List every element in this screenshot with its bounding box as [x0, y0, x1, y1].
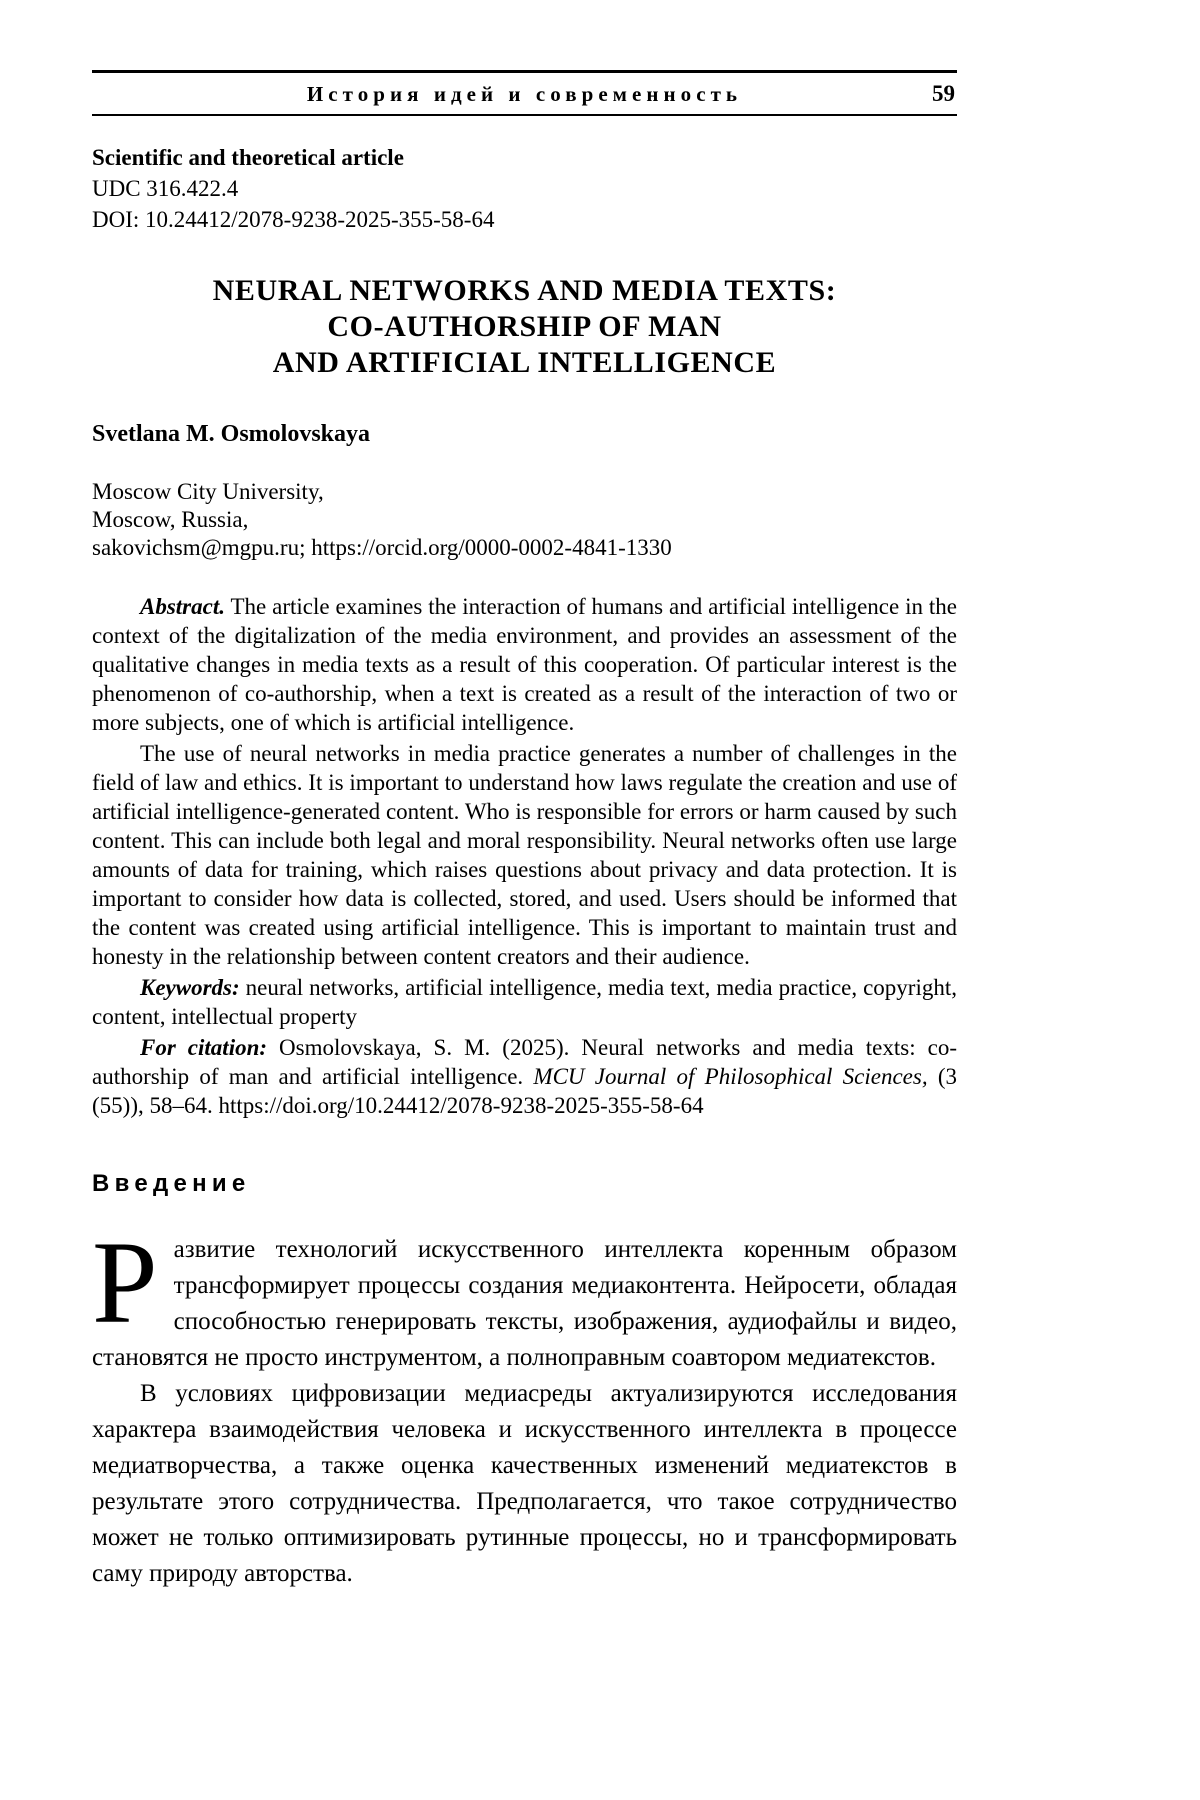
running-header-row — [92, 73, 957, 114]
header-rule-bottom — [92, 114, 957, 116]
abstract-paragraph-1 — [92, 592, 957, 737]
article-title — [92, 273, 957, 381]
article-title-line-1: NEURAL NETWORKS AND MEDIA TEXTS: — [212, 274, 837, 307]
intro-paragraph-1 — [92, 1217, 957, 1376]
citation-journal-name: MCU Journal of Philosophical Sciences, — [533, 1064, 928, 1089]
keywords-text: neural networks, artificial intelligence, media text, media practice, copyright, content, intellectual property — [92, 975, 957, 1029]
affiliation-city: Moscow, Russia, — [92, 507, 249, 532]
affiliation-university: Moscow City University, — [92, 479, 324, 504]
abstract-text-1: The article examines the interaction of humans and artificial intelligence in the context of the digitalization of the media environment, and provides an assessment of the qualitative changes in media texts as a result of this cooperation. Of particular interest is the phenomenon of co-authorship, when a text is created as a result of the interaction of two or more subjects, one of which is artificial intelligence. — [92, 594, 957, 735]
drop-cap: Р — [92, 1217, 158, 1348]
article-meta — [92, 142, 957, 235]
page-number: 59 — [932, 81, 955, 106]
running-head-title: История идей и современность — [306, 82, 743, 106]
citation-text-before-journal: Osmolovskaya, S. M. (2025). Neural networks and media texts: co-authorship of man and artificial intelligence. — [92, 1035, 957, 1089]
affiliation-block — [92, 478, 957, 562]
intro-paragraph-1-text: азвитие технологий искусственного интеллекта коренным образом трансформирует процессы создания медиаконтента. Нейросети, обладая способностью генерировать тексты, изображения, аудиофайлы и видео, становятся не просто инструментом, а полноправным соавтором медиатекстов. — [92, 1236, 957, 1371]
article-title-line-2: CO-AUTHORSHIP OF MAN — [327, 310, 722, 343]
article-title-line-3: AND ARTIFICIAL INTELLIGENCE — [272, 346, 777, 379]
abstract-paragraph-2: The use of neural networks in media practice generates a number of challenges in the field of law and ethics. It is important to understand how laws regulate the creation and use of artificial intelligence-generated content. Who is responsible for errors or harm caused by such content. This can include both legal and moral responsibility. Neural networks often use large amounts of data for training, which raises questions about privacy and data protection. It is important to consider how data is collected, stored, and used. Users should be informed that the content was created using artificial intelligence. This is important to maintain trust and honesty in the relationship between content creators and their audience. — [92, 741, 957, 969]
doi-line: DOI: 10.24412/2078-9238-2025-355-58-64 — [92, 207, 495, 232]
abstract-section — [92, 592, 957, 1120]
intro-paragraph-2: В условиях цифровизации медиасреды актуализируются исследования характера взаимодействия человека и искусственного интеллекта в процессе медиатворчества, а также оценка качественных изменений медиатекстов в результате этого сотрудничества. Предполагается, что такое сотрудничество может не только оптимизировать рутинные процессы, но и трансформировать саму природу авторства. — [92, 1380, 957, 1587]
keywords-paragraph — [92, 973, 957, 1031]
keywords-label: Keywords: — [140, 975, 240, 1000]
author-name: Svetlana M. Osmolovskaya — [92, 421, 371, 447]
introduction-heading: Введение — [92, 1170, 251, 1197]
udc-line: UDC 316.422.4 — [92, 176, 239, 201]
running-header — [92, 70, 957, 116]
citation-label: For citation: — [140, 1035, 268, 1060]
citation-paragraph — [92, 1033, 957, 1120]
abstract-label: Abstract. — [140, 594, 225, 619]
article-type-label: Scientific and theoretical article — [92, 145, 404, 170]
affiliation-contact: sakovichsm@mgpu.ru; https://orcid.org/0000-0002-4841-1330 — [92, 535, 672, 560]
citation-text-after-journal: (3 (55)), 58–64. https://doi.org/10.24412/2078-9238-2025-355-58-64 — [92, 1064, 957, 1118]
